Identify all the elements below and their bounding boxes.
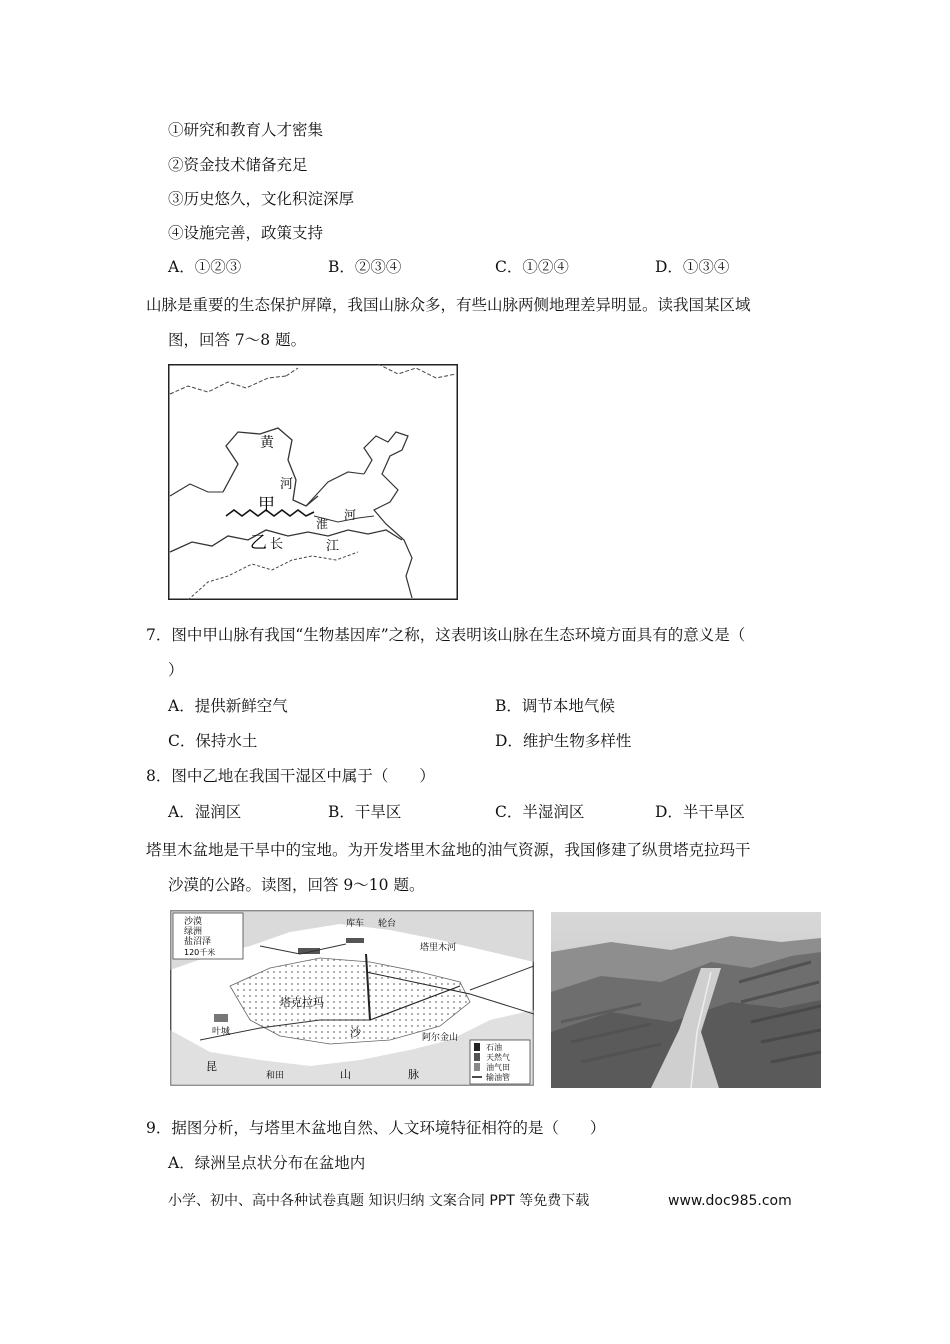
footer-text: 小学、初中、高中各种试卷真题 知识归纳 文案合同 PPT 等免费下载 <box>168 1193 590 1209</box>
label-hetian: 和田 <box>266 1071 285 1081</box>
q8-option-b: B．干旱区 <box>328 803 402 821</box>
label-mountain-b: 脉 <box>408 1068 419 1081</box>
q6-option-d: D．①③④ <box>655 258 730 276</box>
q7-option-a: A．提供新鲜空气 <box>168 697 288 715</box>
legend-pipe: 输油管 <box>486 1073 510 1082</box>
footer-url[interactable]: www.doc985.com <box>668 1193 792 1209</box>
legend-desert: 沙漠 <box>184 917 203 927</box>
intro-7-8-line1: 山脉是重要的生态保护屏障，我国山脉众多，有些山脉两侧地理差异明显。读我国某区域 <box>146 296 751 314</box>
label-altun: 阿尔金山 <box>422 1033 459 1043</box>
intro-9-10-line2: 沙漠的公路。读图，回答 9～10 题。 <box>168 876 425 894</box>
q6-option-c: C．①②④ <box>495 258 569 276</box>
list-item-1: ①研究和教育人才密集 <box>168 121 324 139</box>
label-jia: 甲 <box>258 495 275 515</box>
legend-oil: 石油 <box>486 1043 502 1052</box>
label-tarim: 塔里木河 <box>420 943 457 953</box>
q6-option-a: A．①②③ <box>168 258 242 276</box>
label-korla: 库车 <box>346 919 365 929</box>
label-chang: 长 <box>270 537 284 552</box>
q7-stem-line2: ） <box>168 661 184 679</box>
label-luntai: 轮台 <box>378 919 397 929</box>
desert-highway-photo <box>551 912 821 1088</box>
list-item-3: ③历史悠久，文化积淀深厚 <box>168 190 355 208</box>
q7-option-c: C．保持水土 <box>168 732 258 750</box>
q7-stem-line1: 7．图中甲山脉有我国“生物基因库”之称，这表明该山脉在生态环境方面具有的意义是（ <box>146 626 746 644</box>
list-item-2: ②资金技术储备充足 <box>168 156 308 174</box>
intro-7-8-line2: 图，回答 7～8 题。 <box>168 331 307 349</box>
intro-9-10-line1: 塔里木盆地是干旱中的宝地。为开发塔里木盆地的油气资源，我国修建了纵贯塔克拉玛干 <box>146 841 751 859</box>
q6-option-b: B．②③④ <box>328 258 402 276</box>
label-huai-he: 河 <box>344 508 357 522</box>
tarim-basin-map <box>170 910 534 1086</box>
label-yecheng: 叶城 <box>212 1027 231 1037</box>
label-yi: 乙 <box>250 533 267 553</box>
legend-field: 油气田 <box>486 1063 510 1072</box>
label-takla: 塔克拉玛 <box>280 996 324 1009</box>
q9-stem: 9．据图分析，与塔里木盆地自然、人文环境特征相符的是（ ） <box>146 1119 606 1137</box>
q9-option-a: A．绿洲呈点状分布在盆地内 <box>168 1154 366 1172</box>
legend-oasis: 绿洲 <box>184 927 203 937</box>
region-map-qinling <box>168 364 458 600</box>
label-desert: 沙 <box>350 1026 361 1039</box>
list-item-4: ④设施完善，政策支持 <box>168 224 324 242</box>
label-mountain-a: 山 <box>340 1068 351 1081</box>
q7-option-d: D．维护生物多样性 <box>495 732 632 750</box>
q8-stem: 8．图中乙地在我国干湿区中属于（ ） <box>146 767 435 785</box>
legend-scale: 120千米 <box>184 948 216 957</box>
q8-option-c: C．半湿润区 <box>495 803 585 821</box>
legend-marsh: 盐沼泽 <box>184 937 212 947</box>
label-huai: 淮 <box>316 517 329 531</box>
q7-option-b: B．调节本地气候 <box>495 697 615 715</box>
q8-option-d: D．半干旱区 <box>655 803 745 821</box>
label-kun: 昆 <box>206 1060 217 1073</box>
q8-option-a: A．湿润区 <box>168 803 242 821</box>
label-he: 河 <box>280 477 294 492</box>
legend-gas: 天然气 <box>486 1053 510 1062</box>
label-huang: 黄 <box>260 435 274 451</box>
label-jiang: 江 <box>326 539 340 554</box>
